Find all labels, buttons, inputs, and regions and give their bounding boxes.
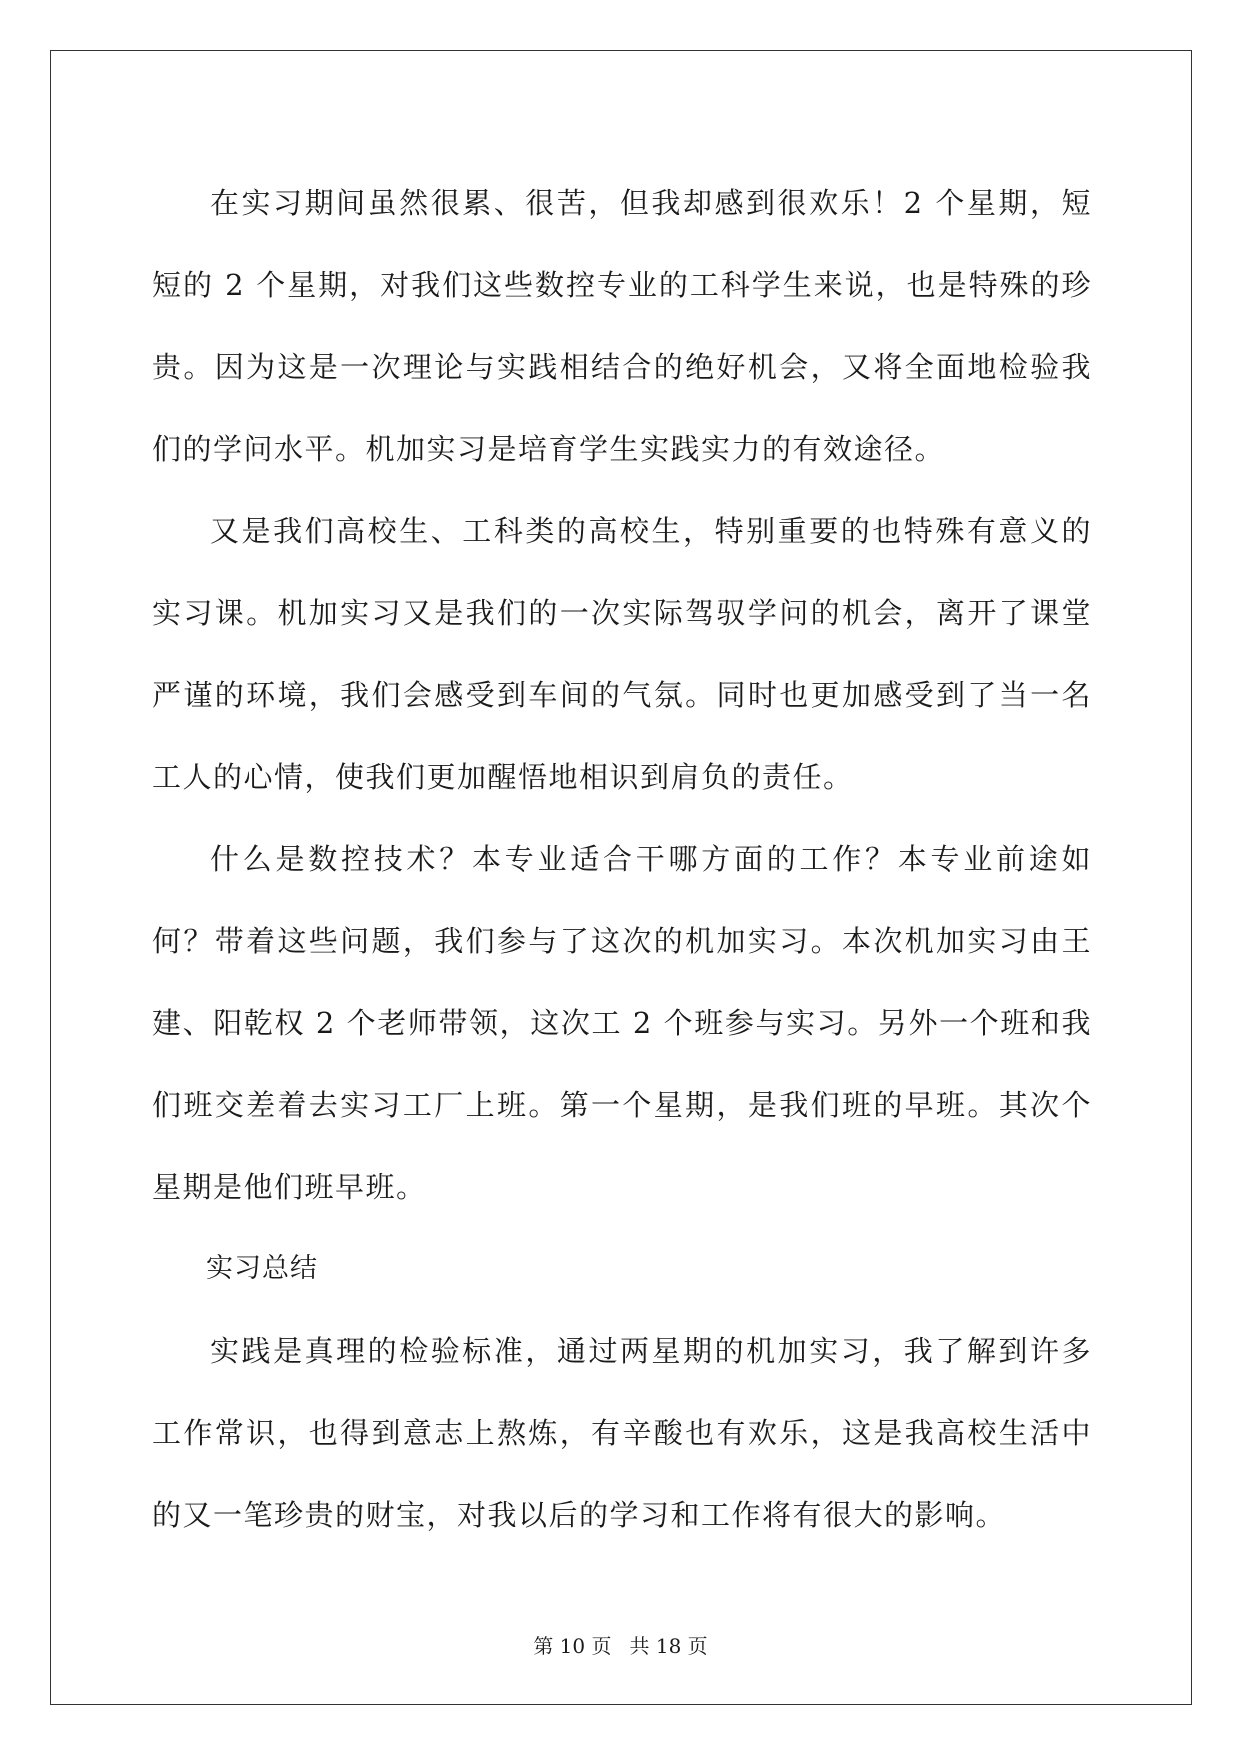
document-body: [152, 162, 1092, 1556]
paragraph-3: 什么是数控技术？本专业适合干哪方面的工作？本专业前途如何？带着这些问题，我们参与了这次的机加实习。本次机加实习由王建、阳乾权 2 个老师带领，这次工 2 个班参与实习。另外一个班和我们班交差着去实习工厂上班。第一个星期，是我们班的早班。其次个星期是他们班早班。: [152, 842, 1092, 1204]
section-heading: 实习总结: [206, 1253, 318, 1284]
page-footer: [0, 1633, 1241, 1659]
summary-paragraph: 实践是真理的检验标准，通过两星期的机加实习，我了解到许多工作常识，也得到意志上熬炼，有辛酸也有欢乐，这是我高校生活中的又一笔珍贵的财宝，对我以后的学习和工作将有很大的影响。: [152, 1334, 1092, 1532]
page-number: 第 10 页: [533, 1634, 612, 1658]
page-total: 共 18 页: [629, 1634, 708, 1658]
paragraph-1: 在实习期间虽然很累、很苦，但我却感到很欢乐！2 个星期，短短的 2 个星期，对我们这些数控专业的工科学生来说，也是特殊的珍贵。因为这是一次理论与实践相结合的绝好机会，又将全面地检验我们的学问水平。机加实习是培育学生实践实力的有效途径。: [152, 186, 1092, 466]
paragraph-2: 又是我们高校生、工科类的高校生，特别重要的也特殊有意义的实习课。机加实习又是我们的一次实际驾驭学问的机会，离开了课堂严谨的环境，我们会感受到车间的气氛。同时也更加感受到了当一名工人的心情，使我们更加醒悟地相识到肩负的责任。: [152, 514, 1092, 794]
